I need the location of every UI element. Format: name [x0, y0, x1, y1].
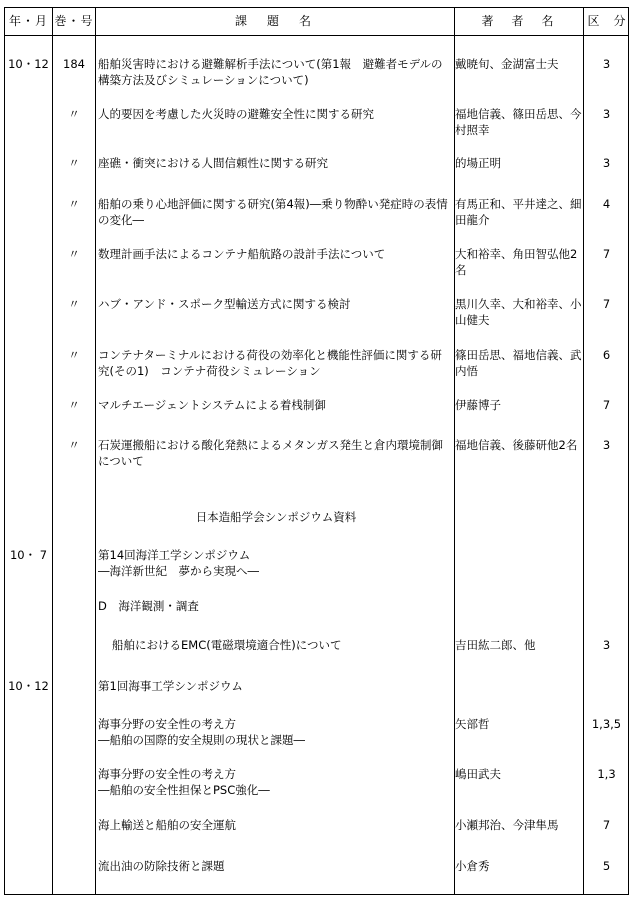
header-category: 区 分: [587, 14, 627, 28]
row-volume: 〃: [68, 247, 80, 261]
symposium-title: 第14回海洋工学シンポジウム: [98, 548, 251, 562]
row-authors: 伊藤博子: [455, 398, 501, 412]
row-authors: 戴暁旬、金湖富士夫: [455, 57, 559, 71]
symposium-title: 第1回海事工学シンポジウム: [98, 679, 243, 693]
publication-table: [4, 7, 629, 895]
row-title: 海事分野の安全性の考え方: [98, 767, 236, 781]
header-divider: [5, 35, 628, 36]
row-volume: 〃: [68, 398, 80, 412]
row-authors: 有馬正和、平井達之、細田龍介: [455, 197, 582, 227]
row-category: 7: [602, 398, 611, 412]
row-subtitle: ―船舶の安全性担保とPSC強化―: [98, 783, 270, 797]
symposium-date: 10・12: [8, 679, 49, 693]
row-volume: 〃: [68, 107, 80, 121]
row-authors: 嶋田武夫: [455, 767, 501, 781]
row-authors: 黒川久幸、大和裕幸、小山健夫: [455, 297, 582, 327]
header-volume: 巻・号: [54, 14, 94, 28]
row-subtitle: ―船舶の国際的安全規則の現状と課題―: [98, 733, 305, 747]
row-authors: 大和裕幸、角田智弘他2名: [455, 247, 578, 277]
row-title: ハブ・アンド・スポーク型輸送方式に関する検討: [98, 297, 351, 311]
row-volume: 〃: [68, 197, 80, 211]
column-divider: [95, 8, 96, 894]
symposium-date: 10・ 7: [9, 548, 48, 562]
row-volume: 〃: [68, 348, 80, 362]
row-authors: 福地信義、篠田岳思、今村照幸: [455, 107, 582, 137]
row-category: 1,3,5: [591, 717, 622, 731]
row-title: 石炭運搬船における酸化発熱によるメタンガス発生と倉内環境制御について: [98, 438, 443, 468]
row-title: 数理計画手法によるコンテナ船航路の設計手法について: [98, 247, 386, 261]
row-authors: 篠田岳思、福地信義、武内悟: [455, 348, 582, 378]
row-title: 流出油の防除技術と課題: [98, 859, 225, 873]
header-date: 年・月: [8, 14, 48, 28]
row-category: 7: [602, 818, 611, 832]
row-category: 7: [602, 247, 611, 261]
header-title: 課 題 名: [234, 14, 315, 28]
row-authors: 福地信義、後藤研他2名: [455, 438, 578, 452]
row-volume: 〃: [68, 156, 80, 170]
section-title: 日本造船学会シンポジウム資料: [195, 510, 357, 524]
row-authors: 小瀬邦治、今津隼馬: [455, 818, 559, 832]
row-category: 3: [602, 156, 611, 170]
row-authors: 矢部哲: [455, 717, 490, 731]
row-title: 海上輸送と船舶の安全運航: [98, 818, 236, 832]
row-title: 船舶におけるEMC(電磁環境適合性)について: [112, 638, 342, 652]
row-category: 3: [602, 107, 611, 121]
row-volume: 〃: [68, 438, 80, 452]
row-title: 座礁・衝突における人間信頼性に関する研究: [98, 156, 328, 170]
row-title: 船舶の乗り心地評価に関する研究(第4報)―乗り物酔い発症時の表情の変化―: [98, 197, 448, 227]
row-title: 船舶災害時における避難解析手法について(第1報 避難者モデルの構築方法及びシミュレーションについて): [98, 57, 443, 87]
row-category: 5: [602, 859, 611, 873]
row-category: 3: [602, 638, 611, 652]
row-authors: 的場正明: [455, 156, 501, 170]
row-category: 3: [602, 438, 611, 452]
subsection-title: D 海洋観測・調査: [98, 599, 199, 613]
row-category: 7: [602, 297, 611, 311]
row-title: 人的要因を考慮した火災時の避難安全性に関する研究: [98, 107, 374, 121]
symposium-subtitle: ―海洋新世紀 夢から実現へ―: [98, 564, 259, 578]
row-category: 3: [602, 57, 611, 71]
row-volume: 〃: [68, 297, 80, 311]
row-authors: 吉田紘二郎、他: [455, 638, 536, 652]
row-title: コンテナターミナルにおける荷役の効率化と機能性評価に関する研究(その1) コンテナ荷役シミュレーション: [98, 348, 442, 378]
header-authors: 著 者 名: [481, 14, 557, 28]
row-volume: 184: [63, 57, 85, 71]
row-category: 4: [602, 197, 611, 211]
row-title: マルチエージェントシステムによる着桟制御: [98, 398, 326, 412]
row-title: 海事分野の安全性の考え方: [98, 717, 236, 731]
row-authors: 小倉秀: [455, 859, 490, 873]
row-category: 6: [602, 348, 611, 362]
row-category: 1,3: [597, 767, 616, 781]
row-date: 10・12: [8, 57, 49, 71]
